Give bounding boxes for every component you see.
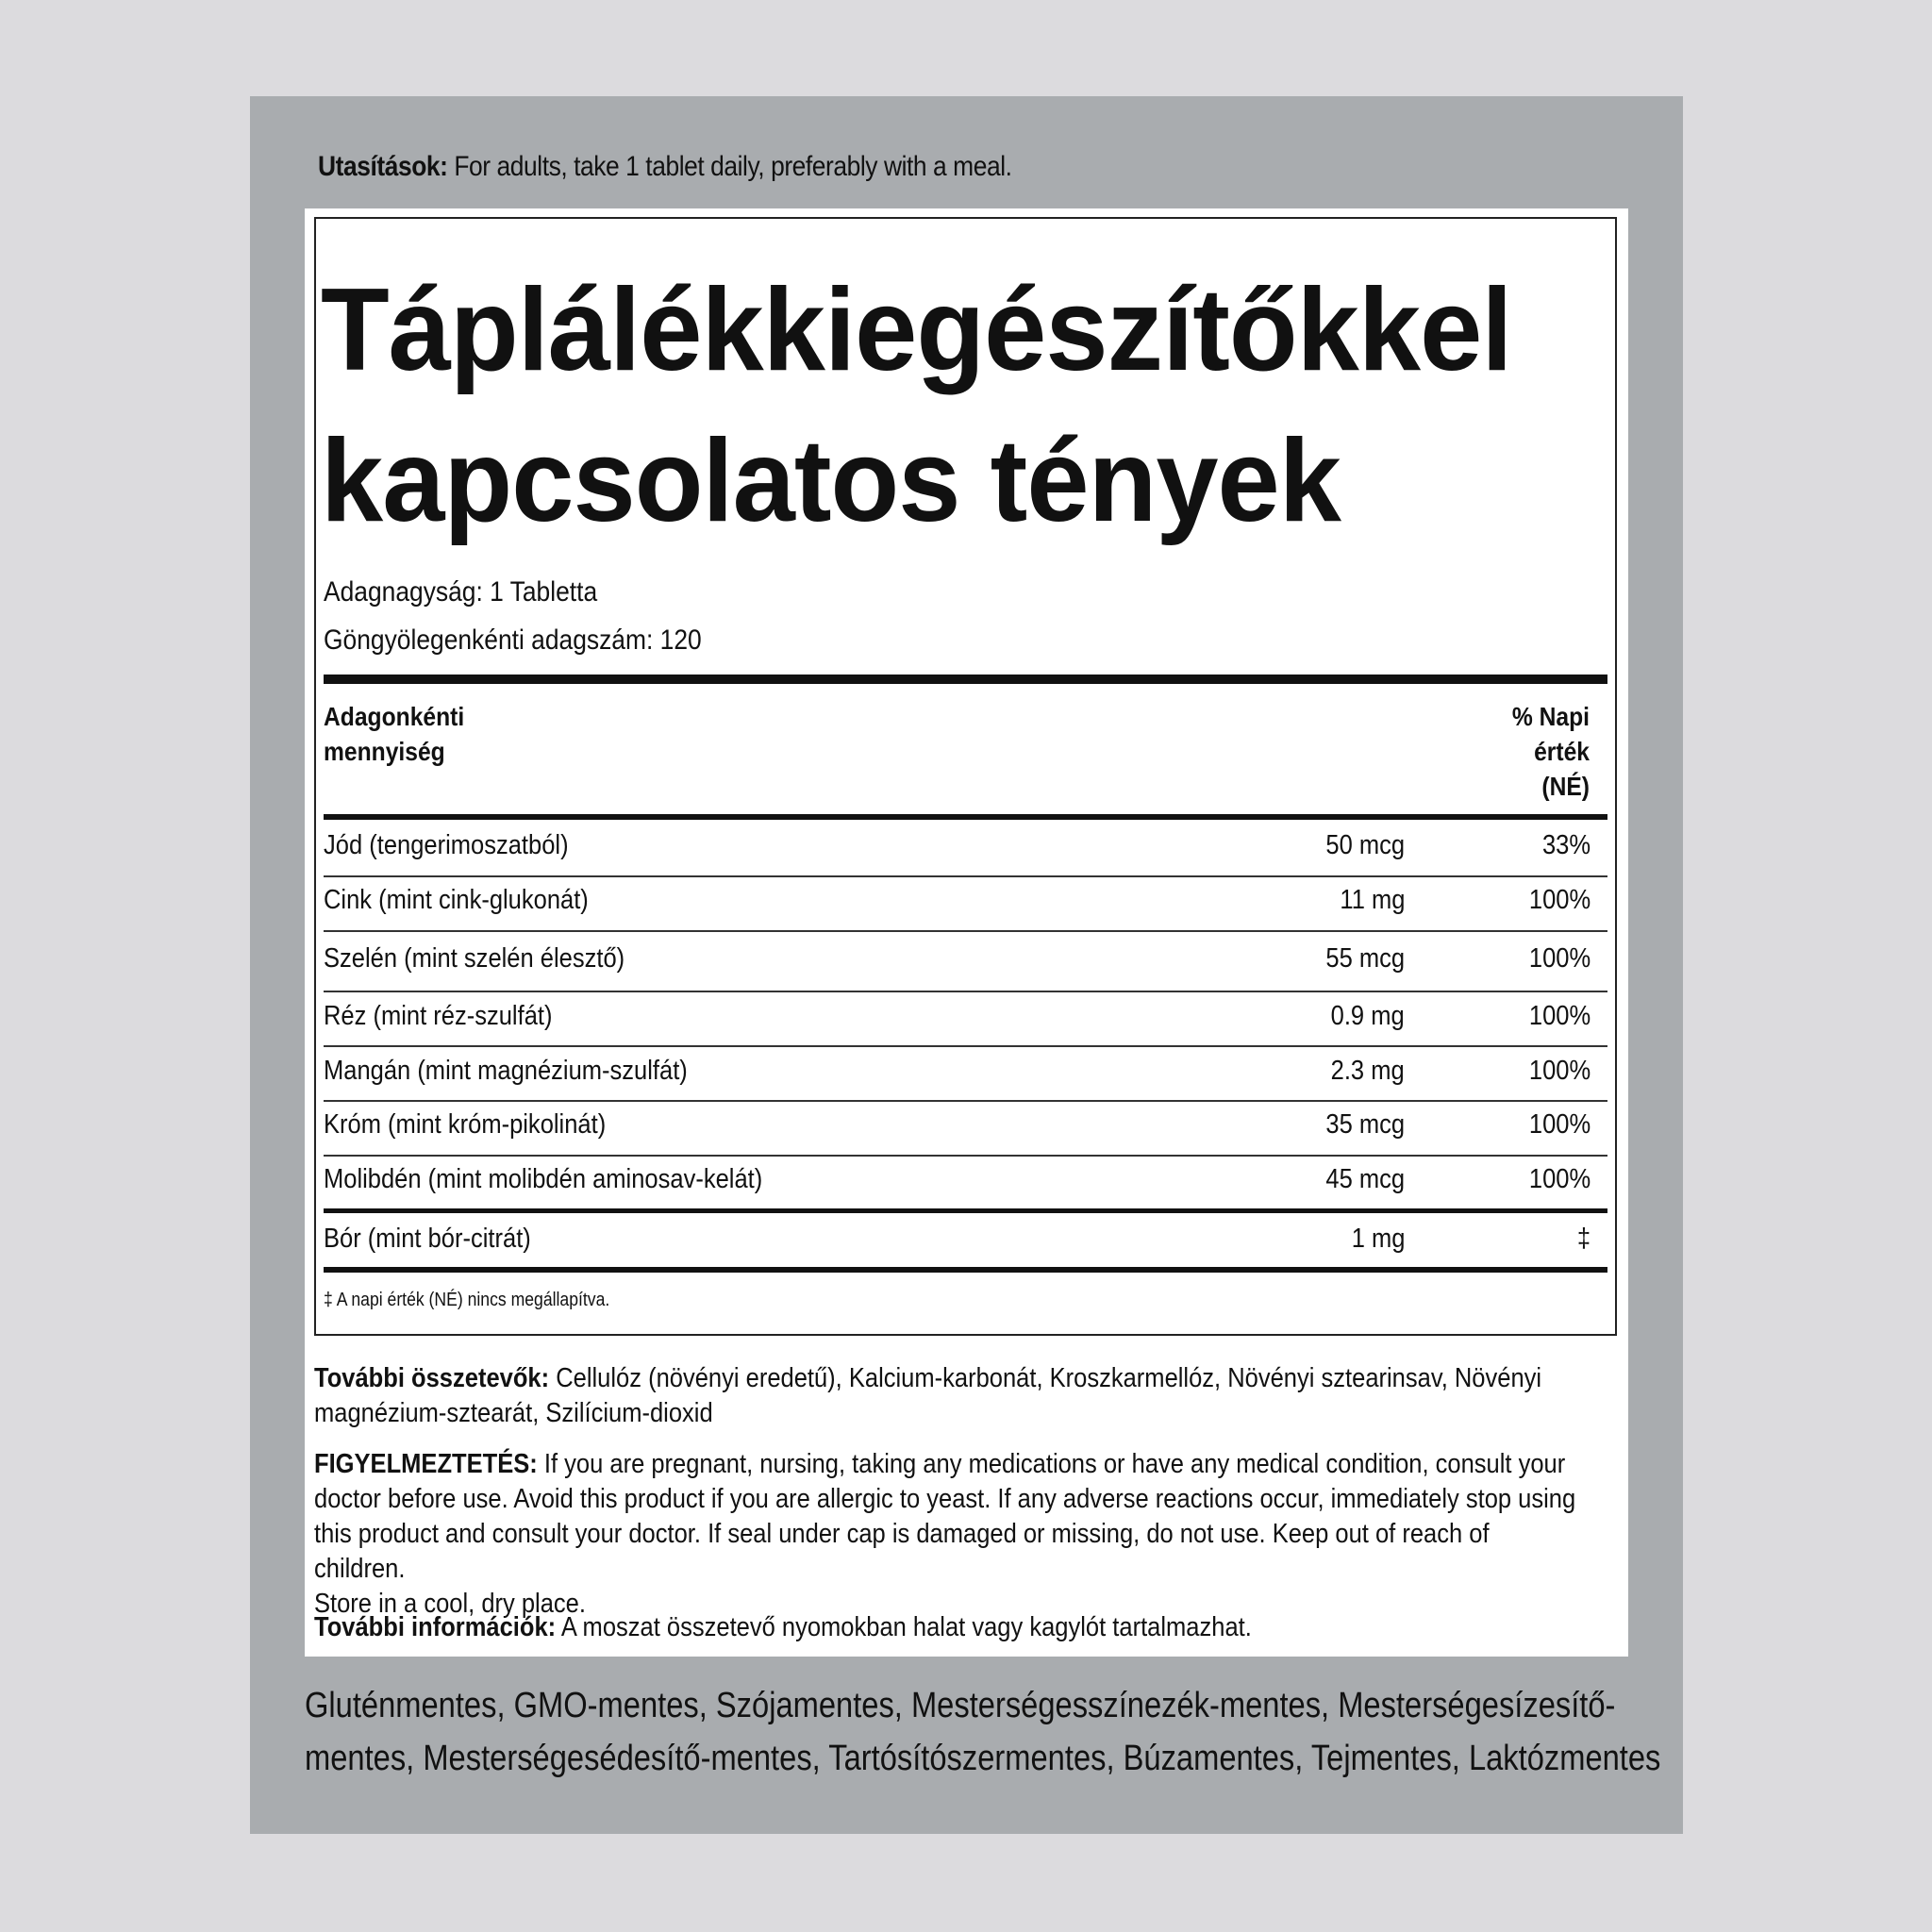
row-divider	[324, 930, 1607, 932]
nutrient-name: Szelén (mint szelén élesztő)	[324, 943, 625, 974]
other-ingredients-line2: magnézium-sztearát, Szilícium-dioxid	[314, 1398, 713, 1428]
more-info-label: További információk:	[314, 1612, 557, 1642]
nutrient-daily-value: 100%	[1528, 1164, 1591, 1194]
more-info-text: A moszat összetevő nyomokban halat vagy kagylót tartalmazhat.	[556, 1612, 1252, 1642]
nutrient-amount: 45 mcg	[1325, 1164, 1405, 1194]
free-from-claims	[305, 1679, 1661, 1785]
nutrient-amount: 55 mcg	[1325, 943, 1405, 974]
header-dv-line3: (NÉ)	[1541, 772, 1590, 801]
nutrient-daily-value: 100%	[1528, 1001, 1591, 1031]
thick-rule-top	[324, 675, 1607, 684]
header-amount-line1: Adagonkénti	[324, 702, 465, 731]
row-divider	[324, 1155, 1607, 1157]
nutrient-daily-value: 100%	[1528, 885, 1591, 915]
row-divider	[324, 875, 1607, 877]
nutrient-name: Mangán (mint magnézium-szulfát)	[324, 1056, 688, 1086]
row-divider	[324, 991, 1607, 992]
header-dv-line1: % Napi	[1511, 702, 1590, 731]
serving-size: Adagnagyság: 1 Tabletta	[324, 576, 598, 608]
nutrient-row	[324, 997, 1607, 1035]
other-ingredients-line1: Cellulóz (növényi eredetű), Kalcium-karbonát, Kroszkarmellóz, Növényi sztearinsav, Növényi	[549, 1363, 1542, 1393]
warning-line3: this product and consult your doctor. If seal under cap is damaged or missing, do not use. Keep out of reach of children.	[314, 1519, 1490, 1584]
nutrient-amount: 1 mg	[1351, 1224, 1405, 1254]
header-daily-value	[1420, 699, 1590, 804]
nutrient-row	[324, 1106, 1607, 1143]
thick-rule-bottom	[324, 1267, 1607, 1273]
warning-line1: If you are pregnant, nursing, taking any medications or have any medical condition, consult your	[537, 1449, 1566, 1479]
daily-value-footnote: ‡ A napi érték (NÉ) nincs megállapítva.	[324, 1290, 610, 1310]
directions-text	[318, 151, 1463, 183]
nutrient-row	[324, 1052, 1607, 1090]
row-divider	[324, 1045, 1607, 1047]
nutrient-amount: 35 mcg	[1325, 1109, 1405, 1140]
directions-label: Utasítások:	[318, 151, 448, 182]
warning	[314, 1447, 1576, 1622]
nutrient-name: Molibdén (mint molibdén aminosav-kelát)	[324, 1164, 763, 1194]
thick-rule-mid	[324, 1208, 1607, 1213]
nutrient-daily-value: ‡	[1576, 1224, 1591, 1254]
warning-label: FIGYELMEZTETÉS:	[314, 1449, 538, 1479]
nutrient-name: Réz (mint réz-szulfát)	[324, 1001, 553, 1031]
nutrient-amount: 50 mcg	[1325, 830, 1405, 860]
row-divider	[324, 1100, 1607, 1102]
facts-title	[321, 255, 1571, 557]
nutrient-row	[324, 826, 1607, 864]
header-dv-line2: érték	[1534, 737, 1590, 766]
nutrient-amount: 0.9 mg	[1330, 1001, 1405, 1031]
facts-title-line2: kapcsolatos tények	[321, 416, 1341, 546]
warning-line4: Store in a cool, dry place.	[314, 1589, 586, 1619]
other-ingredients-label: További összetevők:	[314, 1363, 550, 1393]
nutrient-daily-value: 100%	[1528, 1056, 1591, 1086]
nutrient-daily-value: 33%	[1541, 830, 1591, 860]
nutrient-name: Cink (mint cink-glukonát)	[324, 885, 589, 915]
nutrient-daily-value: 100%	[1528, 943, 1591, 974]
more-info	[314, 1610, 1576, 1645]
nutrient-row	[324, 1160, 1607, 1198]
nutrient-row	[324, 1220, 1607, 1257]
nutrient-name: Jód (tengerimoszatból)	[324, 830, 569, 860]
directions-body: For adults, take 1 tablet daily, preferably with a meal.	[447, 151, 1012, 182]
warning-line2: doctor before use. Avoid this product if you are allergic to yeast. If any adverse reactions occur, immediately stop using	[314, 1484, 1576, 1514]
nutrient-amount: 11 mg	[1339, 885, 1405, 915]
nutrient-row	[324, 940, 1607, 977]
claims-line1: Gluténmentes, GMO-mentes, Szójamentes, Mesterségesszínezék-mentes, Mesterségesízesítő-	[305, 1686, 1616, 1725]
facts-title-line1: Táplálékkiegészítőkkel	[321, 265, 1512, 395]
nutrient-amount: 2.3 mg	[1330, 1056, 1405, 1086]
thick-rule-header	[324, 814, 1607, 820]
servings-per-container: Göngyölegenkénti adagszám: 120	[324, 625, 702, 656]
header-amount-line2: mennyiség	[324, 737, 445, 766]
nutrient-name: Króm (mint króm-pikolinát)	[324, 1109, 607, 1140]
nutrient-name: Bór (mint bór-citrát)	[324, 1224, 531, 1254]
claims-line2: mentes, Mesterségesédesítő-mentes, Tartósítószermentes, Búzamentes, Tejmentes, Laktózmentes	[305, 1739, 1661, 1778]
other-ingredients	[314, 1361, 1576, 1431]
nutrient-daily-value: 100%	[1528, 1109, 1591, 1140]
header-amount-per-serving	[324, 699, 540, 769]
nutrient-row	[324, 881, 1607, 919]
